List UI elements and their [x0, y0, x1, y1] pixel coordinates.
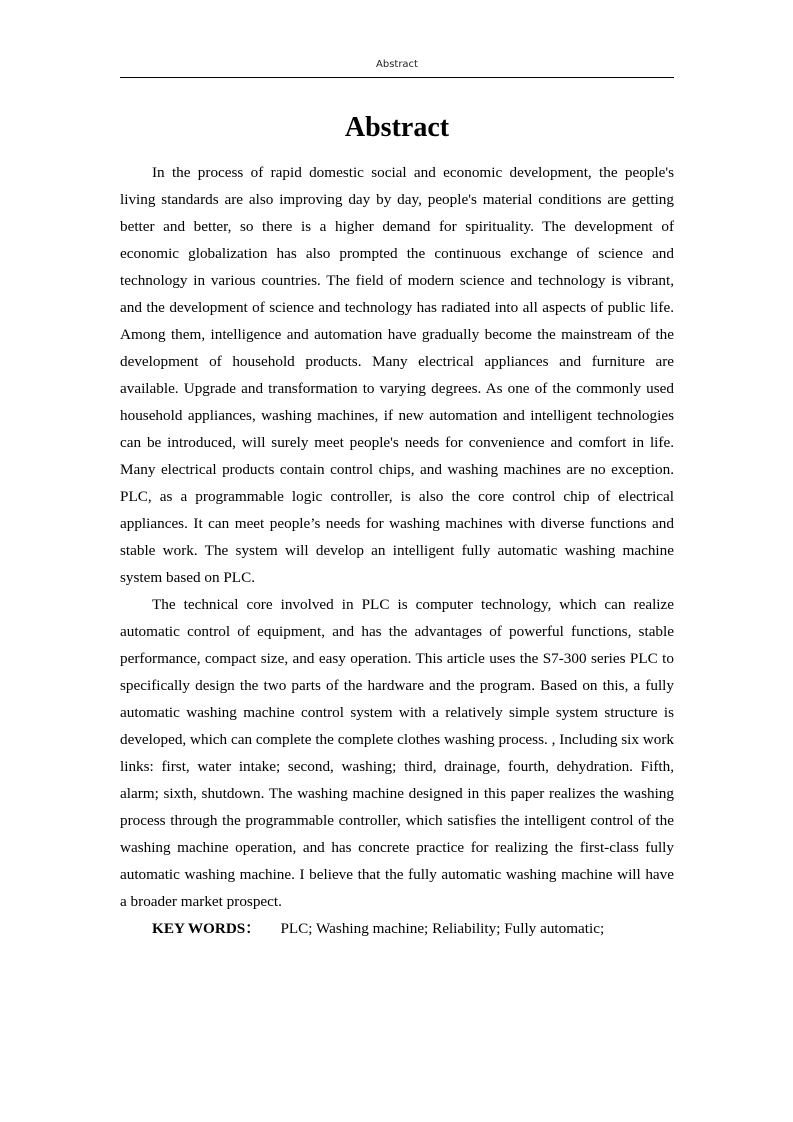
abstract-body [120, 159, 674, 942]
abstract-title: Abstract [344, 112, 450, 143]
keywords-line [120, 915, 674, 942]
header-rule [120, 77, 674, 78]
abstract-paragraph-1: In the process of rapid domestic social and economic development, the people's living standards are also improving day by day, people's material conditions are getting better and better, so there is a higher demand for spirituality. The development of economic globalization has also prompted the continuous exchange of science and technology in various countries. The field of modern science and technology is vibrant, and the development of science and technology has radiated into all aspects of public life. Among them, intelligence and automation have gradually become the mainstream of the development of household products. Many electrical appliances and furniture are available. Upgrade and transformation to varying degrees. As one of the commonly used household appliances, washing machines, if new automation and intelligent technologies can be introduced, will surely meet people's needs for convenience and comfort in life. Many electrical products contain control chips, and washing machines are no exception. PLC, as a programmable logic controller, is also the core control chip of electrical appliances. It can meet people’s needs for washing machines with diverse functions and stable work. The system will develop an intelligent fully automatic washing machine system based on PLC. [120, 164, 674, 586]
abstract-paragraph-2: The technical core involved in PLC is computer technology, which can realize automatic control of equipment, and has the advantages of powerful functions, stable performance, compact size, and easy operation. This article uses the S7-300 series PLC to specifically design the two parts of the hardware and the program. Based on this, a fully automatic washing machine control system with a relatively simple system structure is developed, which can complete the complete clothes washing process. , Including six work links: first, water intake; second, washing; third, drainage, fourth, dehydration. Fifth, alarm; sixth, shutdown. The washing machine designed in this paper realizes the washing process through the programmable controller, which satisfies the intelligent control of the washing machine operation, and has concrete practice for realizing the first-class fully automatic washing machine. I believe that the fully automatic washing machine will have a broader market prospect. [120, 596, 674, 910]
keywords-label: KEY WORDS： [152, 920, 261, 937]
keywords-value: PLC; Washing machine; Reliability; Fully automatic; [280, 920, 605, 937]
running-header: Abstract [376, 59, 418, 70]
